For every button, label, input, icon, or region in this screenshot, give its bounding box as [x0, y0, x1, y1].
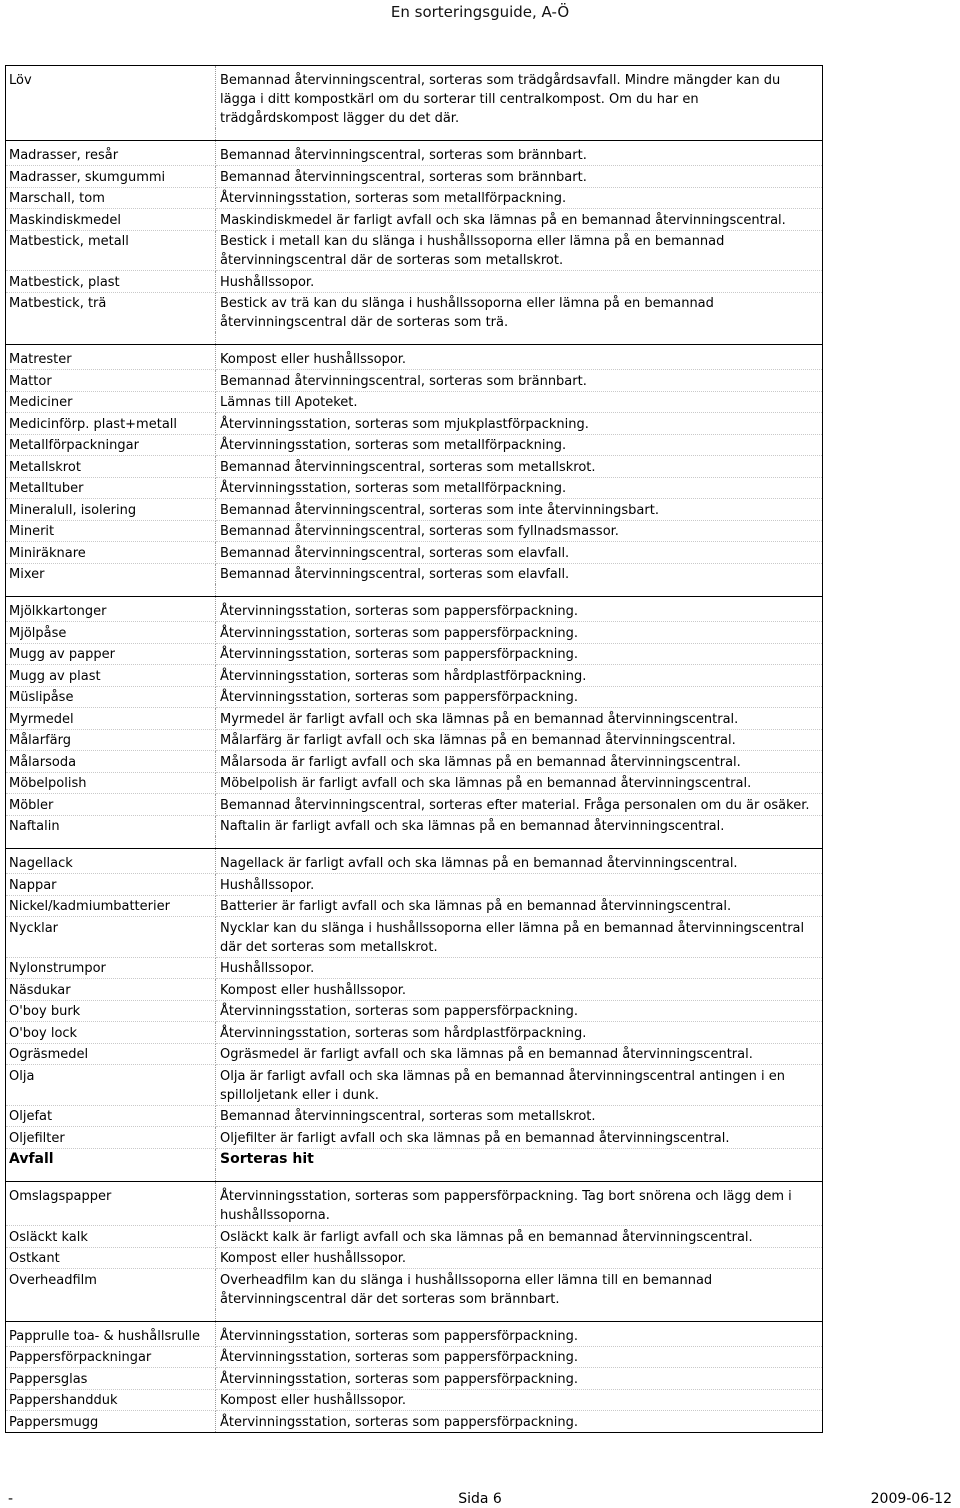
table-row	[6, 729, 823, 751]
sorting-instruction: Återvinningsstation, sorteras som metallförpackning.	[216, 187, 823, 209]
item-name: Näsdukar	[6, 979, 216, 1001]
item-name: Matbestick, trä	[6, 292, 216, 332]
sorting-guide-body	[6, 66, 823, 1433]
sorting-instruction: Hushållssopor.	[216, 271, 823, 293]
table-row	[6, 1389, 823, 1411]
sorting-instruction: Återvinningsstation, sorteras som pappersförpackning. Tag bort snörena och lägg dem i hushållssoporna.	[216, 1182, 823, 1226]
document-title: En sorteringsguide, A-Ö	[390, 3, 570, 21]
item-name: Ostkant	[6, 1247, 216, 1269]
sorting-instruction: Hushållssopor.	[216, 874, 823, 896]
sorting-instruction: Bemannad återvinningscentral, sorteras som brännbart.	[216, 166, 823, 188]
sorting-instruction: Återvinningsstation, sorteras som pappersförpackning.	[216, 1321, 823, 1346]
item-name: Pappersförpackningar	[6, 1346, 216, 1368]
item-name: Mugg av plast	[6, 665, 216, 687]
group-gap	[6, 584, 823, 597]
gap-cell	[6, 584, 216, 597]
item-name: Matrester	[6, 345, 216, 370]
item-name: Pappersglas	[6, 1368, 216, 1390]
table-row	[6, 413, 823, 435]
gap-cell	[6, 1309, 216, 1322]
item-name: Nycklar	[6, 917, 216, 958]
gap-cell	[216, 332, 823, 345]
gap-cell	[216, 1169, 823, 1182]
gap-cell	[6, 332, 216, 345]
sorting-instruction: Återvinningsstation, sorteras som metallförpackning.	[216, 477, 823, 499]
item-name: Oljefilter	[6, 1127, 216, 1149]
item-name: Ogräsmedel	[6, 1043, 216, 1065]
sorting-instruction: Hushållssopor.	[216, 957, 823, 979]
item-name: Medicinförp. plast+metall	[6, 413, 216, 435]
item-name: Mjölkkartonger	[6, 597, 216, 622]
sorting-instruction: Bemannad återvinningscentral, sorteras som elavfall.	[220, 567, 570, 582]
item-name: Mineralull, isolering	[6, 499, 216, 521]
sorting-instruction: Nagellack är farligt avfall och ska lämnas på en bemannad återvinningscentral.	[216, 849, 823, 874]
sorting-instruction: Overheadfilm kan du slänga i hushållssoporna eller lämna till en bemannad återvinningscentral där det sorteras som brännbart.	[220, 1272, 713, 1307]
table-row	[6, 1148, 823, 1169]
item-name: Mediciner	[6, 391, 216, 413]
item-name: Müslipåse	[6, 686, 216, 708]
table-row	[6, 772, 823, 794]
table-row	[6, 1247, 823, 1269]
table-row	[6, 370, 823, 392]
sorting-instruction: Bemannad återvinningscentral, sorteras som metallskrot.	[216, 1105, 823, 1127]
item-name: Maskindiskmedel	[6, 209, 216, 231]
sorting-guide-table	[5, 65, 823, 1433]
sorting-instruction: Bemannad återvinningscentral, sorteras som brännbart.	[216, 370, 823, 392]
table-row	[6, 1043, 823, 1065]
sorting-instruction: Nycklar kan du slänga i hushållssoporna eller lämna på en bemannad återvinningscentral där det sorteras som metallskrot.	[216, 917, 823, 958]
sorting-instruction: Ogräsmedel är farligt avfall och ska lämnas på en bemannad återvinningscentral.	[216, 1043, 823, 1065]
table-row	[6, 1127, 823, 1149]
item-name: Nagellack	[6, 849, 216, 874]
table-row	[6, 895, 823, 917]
sorting-instruction: Återvinningsstation, sorteras som mjukplastförpackning.	[216, 413, 823, 435]
table-row	[6, 979, 823, 1001]
item-name: Minerit	[6, 520, 216, 542]
table-row	[6, 1346, 823, 1368]
sorting-instruction: Återvinningsstation, sorteras som metallförpackning.	[216, 434, 823, 456]
table-row	[6, 849, 823, 874]
table-row	[6, 1105, 823, 1127]
page-number: Sida 6	[458, 1491, 502, 1507]
table-row	[6, 622, 823, 644]
item-name: Mattor	[6, 370, 216, 392]
table-row	[6, 1321, 823, 1346]
sorting-instruction: Bemannad återvinningscentral, sorteras som fyllnadsmassor.	[216, 520, 823, 542]
item-name: Nylonstrumpor	[6, 957, 216, 979]
table-row	[6, 686, 823, 708]
sorting-instruction: Osläckt kalk är farligt avfall och ska lämnas på en bemannad återvinningscentral.	[216, 1226, 823, 1248]
sorting-instruction: Bestick i metall kan du slänga i hushållssoporna eller lämna på en bemannad återvinningscentral där de sorteras som metallskrot.	[216, 230, 823, 271]
item-name: Målarfärg	[6, 729, 216, 751]
item-name: Möbelpolish	[6, 772, 216, 794]
table-row	[6, 230, 823, 271]
group-gap	[6, 1169, 823, 1182]
item-name: Mugg av papper	[6, 643, 216, 665]
sorting-instruction: Naftalin är farligt avfall och ska lämnas på en bemannad återvinningscentral.	[220, 819, 725, 834]
item-name: Madrasser, skumgummi	[6, 166, 216, 188]
item-name: Löv	[6, 66, 216, 129]
group-gap	[6, 836, 823, 849]
sorting-instruction: Återvinningsstation, sorteras som pappersförpackning.	[220, 1414, 578, 1430]
sorting-instruction: Olja är farligt avfall och ska lämnas på en bemannad återvinningscentral antingen i en spilloljetank eller i dunk.	[216, 1065, 823, 1106]
table-row	[6, 957, 823, 979]
table-row	[6, 520, 823, 542]
sorting-instruction: Återvinningsstation, sorteras som pappersförpackning.	[216, 1346, 823, 1368]
group-gap	[6, 128, 823, 141]
sorting-instruction: Bemannad återvinningscentral, sorteras som elavfall.	[216, 542, 823, 564]
page-header	[0, 0, 960, 24]
footer-left-mark: -	[8, 1491, 14, 1507]
item-name: Myrmedel	[6, 708, 216, 730]
table-row	[6, 815, 823, 836]
table-row	[6, 708, 823, 730]
item-name: Nickel/kadmiumbatterier	[6, 895, 216, 917]
table-row	[6, 391, 823, 413]
sorting-instruction: Bemannad återvinningscentral, sorteras som brännbart.	[216, 141, 823, 166]
table-row	[6, 1065, 823, 1106]
table-row	[6, 166, 823, 188]
table-row	[6, 141, 823, 166]
item-name: Miniräknare	[6, 542, 216, 564]
table-row	[6, 187, 823, 209]
item-name: Matbestick, plast	[6, 271, 216, 293]
item-name: Metalltuber	[6, 477, 216, 499]
table-row	[6, 209, 823, 231]
table-row	[6, 794, 823, 816]
table-row	[6, 665, 823, 687]
gap-cell	[216, 128, 823, 141]
item-name: Målarsoda	[6, 751, 216, 773]
gap-cell	[216, 836, 823, 849]
item-name: Oljefat	[6, 1105, 216, 1127]
sorting-instruction: Oljefilter är farligt avfall och ska lämnas på en bemannad återvinningscentral.	[216, 1127, 823, 1149]
item-name: Omslagspapper	[6, 1182, 216, 1226]
sorting-instruction: Bestick av trä kan du slänga i hushållssoporna eller lämna på en bemannad återvinningscentral där de sorteras som trä.	[220, 296, 714, 330]
table-row	[6, 1022, 823, 1044]
sorting-instruction: Återvinningsstation, sorteras som pappersförpackning.	[216, 643, 823, 665]
sorting-instruction: Kompost eller hushållssopor.	[216, 1247, 823, 1269]
table-row	[6, 456, 823, 478]
item-name: Mjölpåse	[6, 622, 216, 644]
gap-cell	[216, 584, 823, 597]
table-row	[6, 643, 823, 665]
table-row	[6, 563, 823, 584]
sorting-instruction: Bemannad återvinningscentral, sorteras som metallskrot.	[216, 456, 823, 478]
table-row	[6, 1411, 823, 1433]
sorting-instruction: Batterier är farligt avfall och ska lämnas på en bemannad återvinningscentral.	[216, 895, 823, 917]
item-name: Avfall	[6, 1148, 216, 1169]
sorting-instruction: Sorteras hit	[220, 1151, 314, 1167]
table-row	[6, 271, 823, 293]
table-row	[6, 1182, 823, 1226]
item-name: Olja	[6, 1065, 216, 1106]
table-row	[6, 751, 823, 773]
item-name: Naftalin	[6, 815, 216, 836]
sorting-instruction: Lämnas till Apoteket.	[216, 391, 823, 413]
sorting-instruction: Återvinningsstation, sorteras som pappersförpackning.	[216, 622, 823, 644]
sorting-instruction: Återvinningsstation, sorteras som pappersförpackning.	[216, 686, 823, 708]
sorting-instruction: Kompost eller hushållssopor.	[216, 345, 823, 370]
footer-date: 2009-06-12	[870, 1491, 952, 1507]
item-name: O'boy burk	[6, 1000, 216, 1022]
table-row	[6, 66, 823, 129]
item-name: Papprulle toa- & hushållsrulle	[6, 1321, 216, 1346]
table-row	[6, 1226, 823, 1248]
table-row	[6, 1269, 823, 1309]
item-name: Marschall, tom	[6, 187, 216, 209]
gap-cell	[6, 128, 216, 141]
sorting-instruction: Kompost eller hushållssopor.	[216, 1389, 823, 1411]
table-row	[6, 1000, 823, 1022]
item-name: Overheadfilm	[6, 1269, 216, 1309]
sorting-instruction: Bemannad återvinningscentral, sorteras som trädgårdsavfall. Mindre mängder kan du lägga i ditt kompostkärl om du sorterar till centralkompost. Om du har en trädgårdskompost lägger du det där.	[216, 66, 823, 129]
table-row	[6, 1368, 823, 1390]
gap-cell	[6, 1169, 216, 1182]
table-row	[6, 345, 823, 370]
sorting-instruction: Kompost eller hushållssopor.	[216, 979, 823, 1001]
item-name: O'boy lock	[6, 1022, 216, 1044]
sorting-instruction: Målarfärg är farligt avfall och ska lämnas på en bemannad återvinningscentral.	[216, 729, 823, 751]
sorting-instruction: Återvinningsstation, sorteras som pappersförpackning.	[216, 1368, 823, 1390]
table-row	[6, 477, 823, 499]
table-row	[6, 499, 823, 521]
sorting-instruction: Bemannad återvinningscentral, sorteras efter material. Fråga personalen om du är osäker.	[216, 794, 823, 816]
table-row	[6, 292, 823, 332]
gap-cell	[6, 836, 216, 849]
sorting-instruction: Målarsoda är farligt avfall och ska lämnas på en bemannad återvinningscentral.	[216, 751, 823, 773]
sorting-instruction: Återvinningsstation, sorteras som hårdplastförpackning.	[216, 1022, 823, 1044]
sorting-instruction: Myrmedel är farligt avfall och ska lämnas på en bemannad återvinningscentral.	[216, 708, 823, 730]
sorting-instruction: Bemannad återvinningscentral, sorteras som inte återvinningsbart.	[216, 499, 823, 521]
group-gap	[6, 332, 823, 345]
sorting-instruction: Maskindiskmedel är farligt avfall och ska lämnas på en bemannad återvinningscentral.	[216, 209, 823, 231]
table-row	[6, 874, 823, 896]
item-name: Metallskrot	[6, 456, 216, 478]
sorting-instruction: Återvinningsstation, sorteras som hårdplastförpackning.	[216, 665, 823, 687]
item-name: Osläckt kalk	[6, 1226, 216, 1248]
page-footer	[0, 1490, 960, 1508]
item-name: Nappar	[6, 874, 216, 896]
table-row	[6, 542, 823, 564]
table-row	[6, 597, 823, 622]
item-name: Metallförpackningar	[6, 434, 216, 456]
item-name: Pappersmugg	[6, 1411, 216, 1433]
sorting-instruction: Möbelpolish är farligt avfall och ska lämnas på en bemannad återvinningscentral.	[216, 772, 823, 794]
item-name: Pappershandduk	[6, 1389, 216, 1411]
sorting-instruction: Återvinningsstation, sorteras som pappersförpackning.	[216, 1000, 823, 1022]
gap-cell	[216, 1309, 823, 1322]
sorting-instruction: Återvinningsstation, sorteras som pappersförpackning.	[216, 597, 823, 622]
item-name: Möbler	[6, 794, 216, 816]
item-name: Matbestick, metall	[6, 230, 216, 271]
table-row	[6, 434, 823, 456]
table-row	[6, 917, 823, 958]
item-name: Madrasser, resår	[6, 141, 216, 166]
item-name: Mixer	[6, 563, 216, 584]
group-gap	[6, 1309, 823, 1322]
